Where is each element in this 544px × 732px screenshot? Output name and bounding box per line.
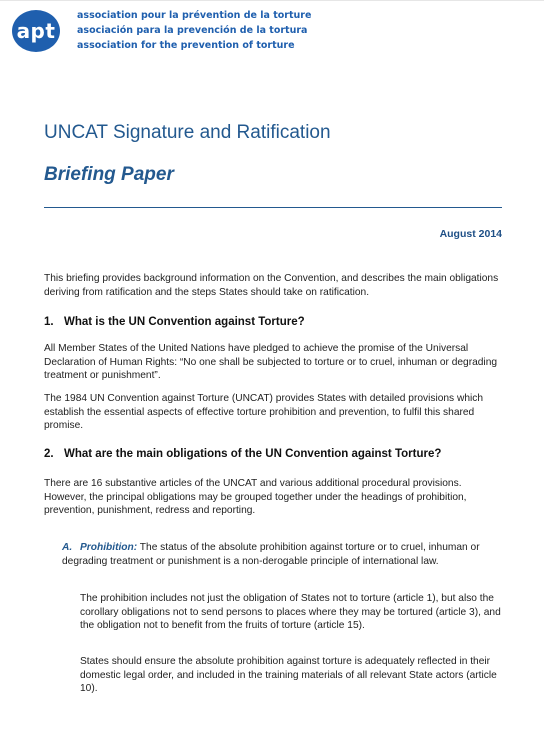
document-subtitle: Briefing Paper [44,164,174,185]
apt-logo: apt [12,10,60,52]
subsection-a-term: Prohibition: [80,542,138,553]
org-name-english: association for the prevention of torture [77,40,295,51]
title-divider [44,207,502,208]
section-1-title: What is the UN Convention against Torture? [64,316,305,328]
subsection-a-paragraph: The prohibition includes not just the obligation of States not to torture (article 1), but also the corollary obligations not to send persons to places where they may be tortured (article 3), and the obligation not to benefit from the fruits of torture (article 15). [80,593,501,631]
section-1-paragraph: The 1984 UN Convention against Torture (UNCAT) provides States with detailed provisions which establish the essential aspects of effective torture prohibition and prevention, to fulfil this shared promise. [44,393,484,431]
subsection-a [62,541,502,568]
section-2-heading [44,448,502,460]
organization-names [77,8,311,53]
subsection-a-paragraph: States should ensure the absolute prohibition against torture is adequately reflected in their domestic legal order, and included in the training materials of all relevant State actors (article 10). [80,656,497,694]
section-2-number: 2. [44,448,54,460]
document-date: August 2014 [439,228,502,240]
document-title: UNCAT Signature and Ratification [44,122,331,143]
section-2-title: What are the main obligations of the UN Convention against Torture? [64,448,442,460]
section-1-paragraph: All Member States of the United Nations have pledged to achieve the promise of the Universal Declaration of Human Rights: “No one shall be subjected to torture or to cruel, inhuman or degrading treatment or punishment”. [44,343,498,381]
section-1-heading [44,316,502,328]
subsection-a-marker: A. [62,542,73,553]
top-border [0,0,544,1]
subsection-a-text: The status of the absolute prohibition against torture or to cruel, inhuman or degrading treatment or punishment is a non-derogable principle of international law. [62,542,480,567]
org-name-french: association pour la prévention de la torture [77,10,312,21]
org-name-spanish: asociación para la prevención de la tortura [77,25,308,36]
section-2-paragraph: There are 16 substantive articles of the UNCAT and various additional procedural provisions. However, the principal obligations may be grouped together under the headings of prohibition, prevention, punishment, redress and reporting. [44,478,467,516]
section-1-number: 1. [44,316,54,328]
intro-paragraph: This briefing provides background information on the Convention, and describes the main obligations deriving from ratification and the steps States should take on ratification. [44,273,499,298]
